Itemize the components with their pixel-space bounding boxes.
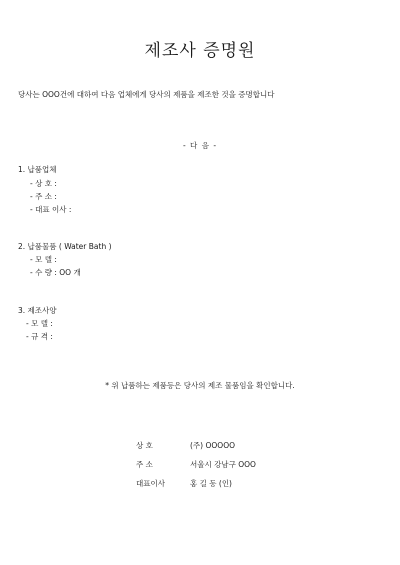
field-line: - 상 호 : [30, 179, 57, 188]
signature-row [136, 478, 336, 492]
field-line: - 모 델 : [30, 255, 57, 264]
section-heading: 1. 납품업체 [18, 165, 57, 174]
field-line: - 대표 이사 : [30, 205, 72, 214]
signature-label: 대표이사 [136, 479, 165, 488]
signature-value: 홍 길 동 (인) [190, 479, 232, 488]
signature-row [136, 459, 336, 473]
intro-text: 당사는 OOO건에 대하여 다음 업체에게 당사의 제품을 제조한 것을 증명합니다 [18, 90, 275, 99]
signature-value: 서울시 강남구 OOO [190, 460, 256, 469]
signature-value: (주) OOOOO [190, 441, 235, 450]
signature-label: 상 호 [136, 441, 153, 450]
field-line: - 주 소 : [30, 192, 57, 201]
document-title: 제조사 증명원 [144, 41, 256, 61]
field-line: - 규 격 : [26, 332, 53, 341]
field-line: - 수 량 : OO 개 [30, 268, 81, 277]
signature-label: 주 소 [136, 460, 153, 469]
field-line: - 모 델 : [26, 319, 53, 328]
signature-row [136, 440, 336, 454]
section-heading: 2. 납품물품 ( Water Bath ) [18, 242, 112, 251]
separator-text: - 다 음 - [182, 141, 218, 150]
confirmation-notice: * 위 납품하는 제품등은 당사의 제조 물품임을 확인합니다. [105, 381, 295, 390]
section-heading: 3. 제조사양 [18, 306, 57, 315]
